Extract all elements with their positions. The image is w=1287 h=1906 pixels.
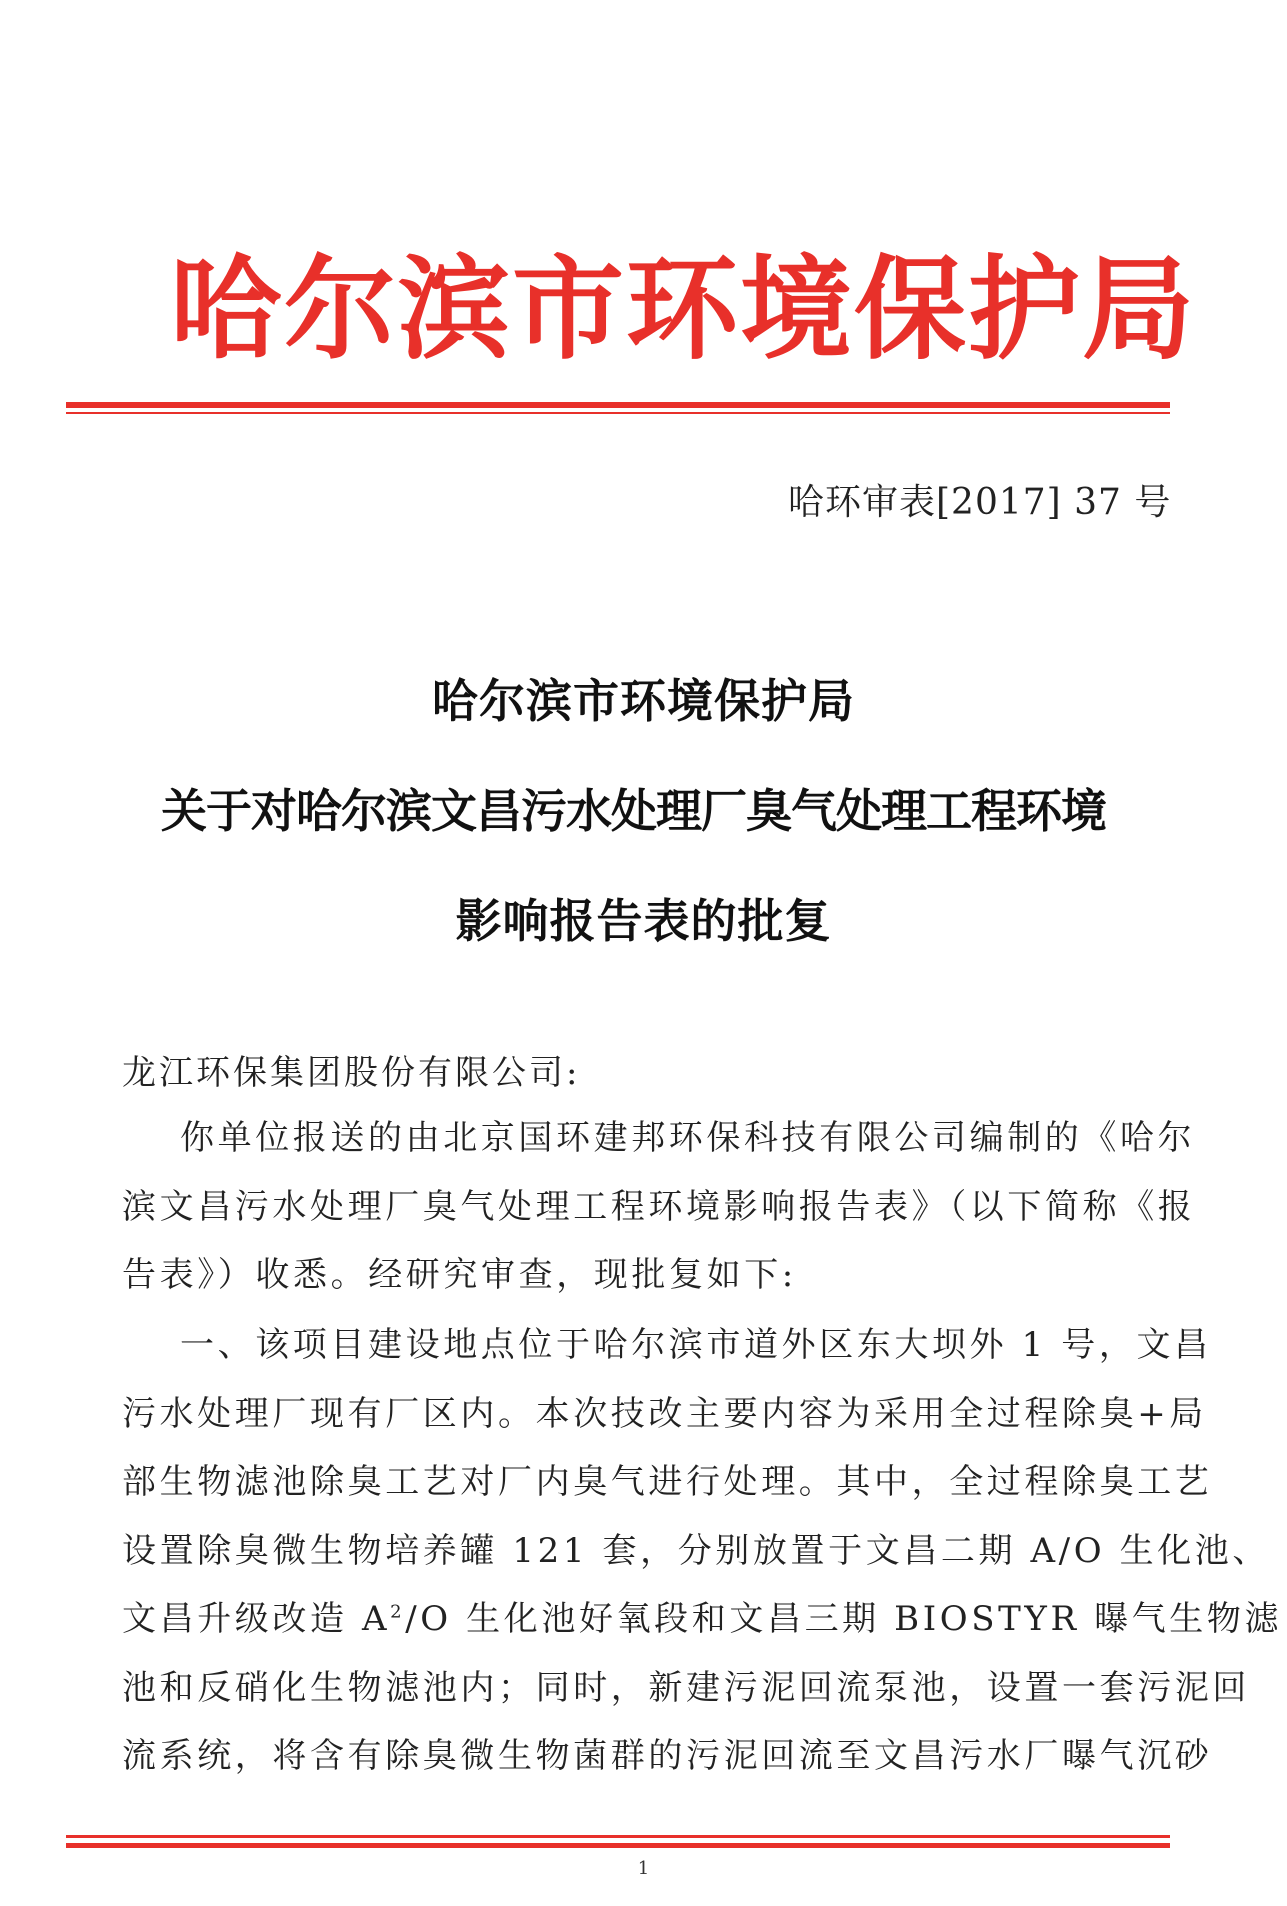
- page-number: 1: [637, 1858, 650, 1879]
- footer-divider: [66, 1835, 1170, 1849]
- paragraph-line: 部生物滤池除臭工艺对厂内臭气进行处理。其中，全过程除臭工艺: [122, 1462, 1213, 1502]
- paragraph-line: 滨文昌污水处理厂臭气处理工程环境影响报告表》（以下简称《报: [122, 1186, 1196, 1227]
- title-line-1: 哈尔滨市环境保护局: [432, 674, 855, 728]
- paragraph-line: 一、该项目建设地点位于哈尔滨市道外区东大坝外 1 号，文昌: [180, 1325, 1212, 1365]
- divider-thick-line: [66, 402, 1170, 408]
- salutation: 龙江环保集团股份有限公司:: [122, 1053, 581, 1093]
- title-line-3: 影响报告表的批复: [455, 894, 832, 948]
- paragraph-line: 池和反硝化生物滤池内；同时，新建污泥回流泵池，设置一套污泥回: [122, 1667, 1250, 1708]
- paragraph-2: [122, 1311, 1283, 1791]
- masthead-divider: [66, 402, 1170, 416]
- text-segment: /O 生化池好氧段和文昌三期 BIOSTYR 曝气生物滤: [405, 1599, 1283, 1639]
- paragraph-line: 污水处理厂现有厂区内。本次技改主要内容为采用全过程除臭+局: [122, 1393, 1207, 1434]
- paragraph-1: [122, 1104, 1196, 1310]
- divider-thin-line: [66, 412, 1170, 414]
- paragraph-line: 你单位报送的由北京国环建邦环保科技有限公司编制的《哈尔: [180, 1118, 1196, 1158]
- text-segment: 文昌升级改造 A: [122, 1599, 391, 1639]
- paragraph-line: 设置除臭微生物培养罐 121 套，分别放置于文昌二期 A/O 生化池、: [122, 1530, 1271, 1571]
- superscript: 2: [390, 1601, 406, 1623]
- paragraph-line: 告表》）收悉。经研究审查，现批复如下:: [122, 1255, 797, 1295]
- document-number: 哈环审表[2017] 37 号: [788, 482, 1172, 523]
- title-line-2: 关于对哈尔滨文昌污水处理厂臭气处理工程环境: [161, 784, 1106, 838]
- masthead-title: 哈尔滨市环境保护局: [170, 244, 1196, 375]
- divider-thin-line: [66, 1835, 1170, 1838]
- paragraph-line: 流系统，将含有除臭微生物菌群的污泥回流至文昌污水厂曝气沉砂: [122, 1736, 1213, 1776]
- divider-thick-line: [66, 1843, 1170, 1848]
- paragraph-line-with-superscript: [122, 1585, 1283, 1654]
